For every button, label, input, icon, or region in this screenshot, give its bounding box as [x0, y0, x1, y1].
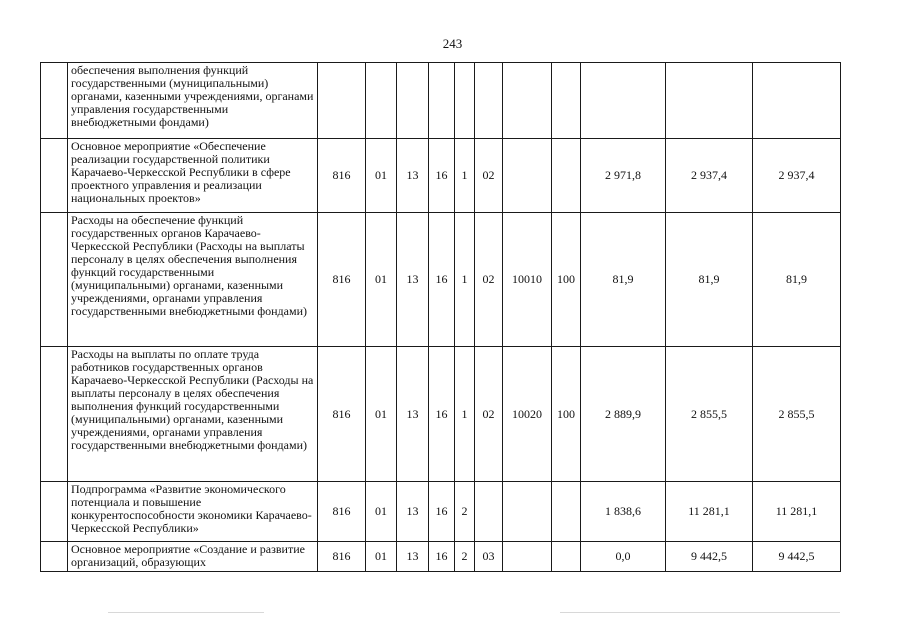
section-code-cell: 01: [366, 139, 397, 213]
sum-year-3-cell: 11 281,1: [753, 482, 841, 542]
subsection-code-cell: 13: [397, 482, 429, 542]
table-row: [41, 213, 841, 347]
expense-type-cell: [552, 139, 581, 213]
ministry-code-cell: 816: [318, 347, 366, 482]
table-row: [41, 347, 841, 482]
row-name-cell: Расходы на выплаты по оплате труда работников государственных органов Карачаево-Черкесской Республики (Расходы на выплаты персоналу в целях обеспечения выполнения функций государственными (муниципальными) органами, казенными учреждениями, органами управления государственными внебюджетными фондами): [68, 347, 318, 482]
event-code-cell: 02: [475, 347, 503, 482]
ministry-code-cell: 816: [318, 482, 366, 542]
sum-year-1-cell: [581, 63, 666, 139]
subprogram-code-cell: 1: [455, 213, 475, 347]
subsection-code-cell: 13: [397, 347, 429, 482]
row-name-cell: обеспечения выполнения функций государственными (муниципальными) органами, казенными учреждениями, органами управления государственными внебюджетными фондами): [68, 63, 318, 139]
sum-year-1-cell: 1 838,6: [581, 482, 666, 542]
program-code-cell: 16: [429, 482, 455, 542]
subprogram-code-cell: 2: [455, 482, 475, 542]
row-name-cell: Основное мероприятие «Создание и развитие организаций, образующих: [68, 542, 318, 572]
program-code-cell: [429, 63, 455, 139]
sum-year-3-cell: 9 442,5: [753, 542, 841, 572]
subsection-code-cell: 13: [397, 542, 429, 572]
subprogram-code-cell: 2: [455, 542, 475, 572]
scan-artifact-line: [560, 612, 840, 613]
row-number-cell: [41, 482, 68, 542]
row-number-cell: [41, 139, 68, 213]
event-code-cell: [475, 482, 503, 542]
direction-code-cell: [503, 482, 552, 542]
sum-year-2-cell: 2 855,5: [666, 347, 753, 482]
sum-year-2-cell: 9 442,5: [666, 542, 753, 572]
ministry-code-cell: 816: [318, 213, 366, 347]
sum-year-3-cell: 81,9: [753, 213, 841, 347]
section-code-cell: 01: [366, 347, 397, 482]
section-code-cell: 01: [366, 482, 397, 542]
sum-year-1-cell: 2 971,8: [581, 139, 666, 213]
table-row: [41, 542, 841, 572]
subprogram-code-cell: 1: [455, 347, 475, 482]
budget-table: [40, 62, 841, 572]
sum-year-1-cell: 0,0: [581, 542, 666, 572]
sum-year-2-cell: 2 937,4: [666, 139, 753, 213]
row-number-cell: [41, 63, 68, 139]
section-code-cell: [366, 63, 397, 139]
expense-type-cell: [552, 63, 581, 139]
direction-code-cell: 10010: [503, 213, 552, 347]
expense-type-cell: 100: [552, 347, 581, 482]
ministry-code-cell: [318, 63, 366, 139]
program-code-cell: 16: [429, 139, 455, 213]
sum-year-1-cell: 2 889,9: [581, 347, 666, 482]
ministry-code-cell: 816: [318, 139, 366, 213]
program-code-cell: 16: [429, 347, 455, 482]
ministry-code-cell: 816: [318, 542, 366, 572]
sum-year-3-cell: 2 937,4: [753, 139, 841, 213]
sum-year-2-cell: [666, 63, 753, 139]
row-name-cell: Расходы на обеспечение функций государственных органов Карачаево-Черкесской Республики (Расходы на выплаты персоналу в целях обеспечения выполнения функций государственными (муниципальными) органами, казенными учреждениями, органами управления государственными внебюджетными фондами): [68, 213, 318, 347]
row-number-cell: [41, 213, 68, 347]
event-code-cell: 02: [475, 213, 503, 347]
program-code-cell: 16: [429, 213, 455, 347]
row-name-cell: Подпрограмма «Развитие экономического потенциала и повышение конкурентоспособности экономики Карачаево-Черкесской Республики»: [68, 482, 318, 542]
scan-artifact-line: [108, 612, 264, 613]
row-name-cell: Основное мероприятие «Обеспечение реализации государственной политики Карачаево-Черкесской Республики в сфере проектного управления и реализации национальных проектов»: [68, 139, 318, 213]
expense-type-cell: 100: [552, 213, 581, 347]
table-row: [41, 63, 841, 139]
subprogram-code-cell: 1: [455, 139, 475, 213]
direction-code-cell: [503, 139, 552, 213]
table-row: [41, 482, 841, 542]
sum-year-2-cell: 81,9: [666, 213, 753, 347]
event-code-cell: [475, 63, 503, 139]
page-number: 243: [442, 36, 463, 51]
row-number-cell: [41, 542, 68, 572]
subsection-code-cell: [397, 63, 429, 139]
section-code-cell: 01: [366, 542, 397, 572]
table-row: [41, 139, 841, 213]
direction-code-cell: [503, 542, 552, 572]
section-code-cell: 01: [366, 213, 397, 347]
subsection-code-cell: 13: [397, 213, 429, 347]
sum-year-3-cell: [753, 63, 841, 139]
sum-year-1-cell: 81,9: [581, 213, 666, 347]
subsection-code-cell: 13: [397, 139, 429, 213]
sum-year-2-cell: 11 281,1: [666, 482, 753, 542]
program-code-cell: 16: [429, 542, 455, 572]
direction-code-cell: [503, 63, 552, 139]
subprogram-code-cell: [455, 63, 475, 139]
sum-year-3-cell: 2 855,5: [753, 347, 841, 482]
expense-type-cell: [552, 482, 581, 542]
event-code-cell: 02: [475, 139, 503, 213]
event-code-cell: 03: [475, 542, 503, 572]
expense-type-cell: [552, 542, 581, 572]
row-number-cell: [41, 347, 68, 482]
direction-code-cell: 10020: [503, 347, 552, 482]
